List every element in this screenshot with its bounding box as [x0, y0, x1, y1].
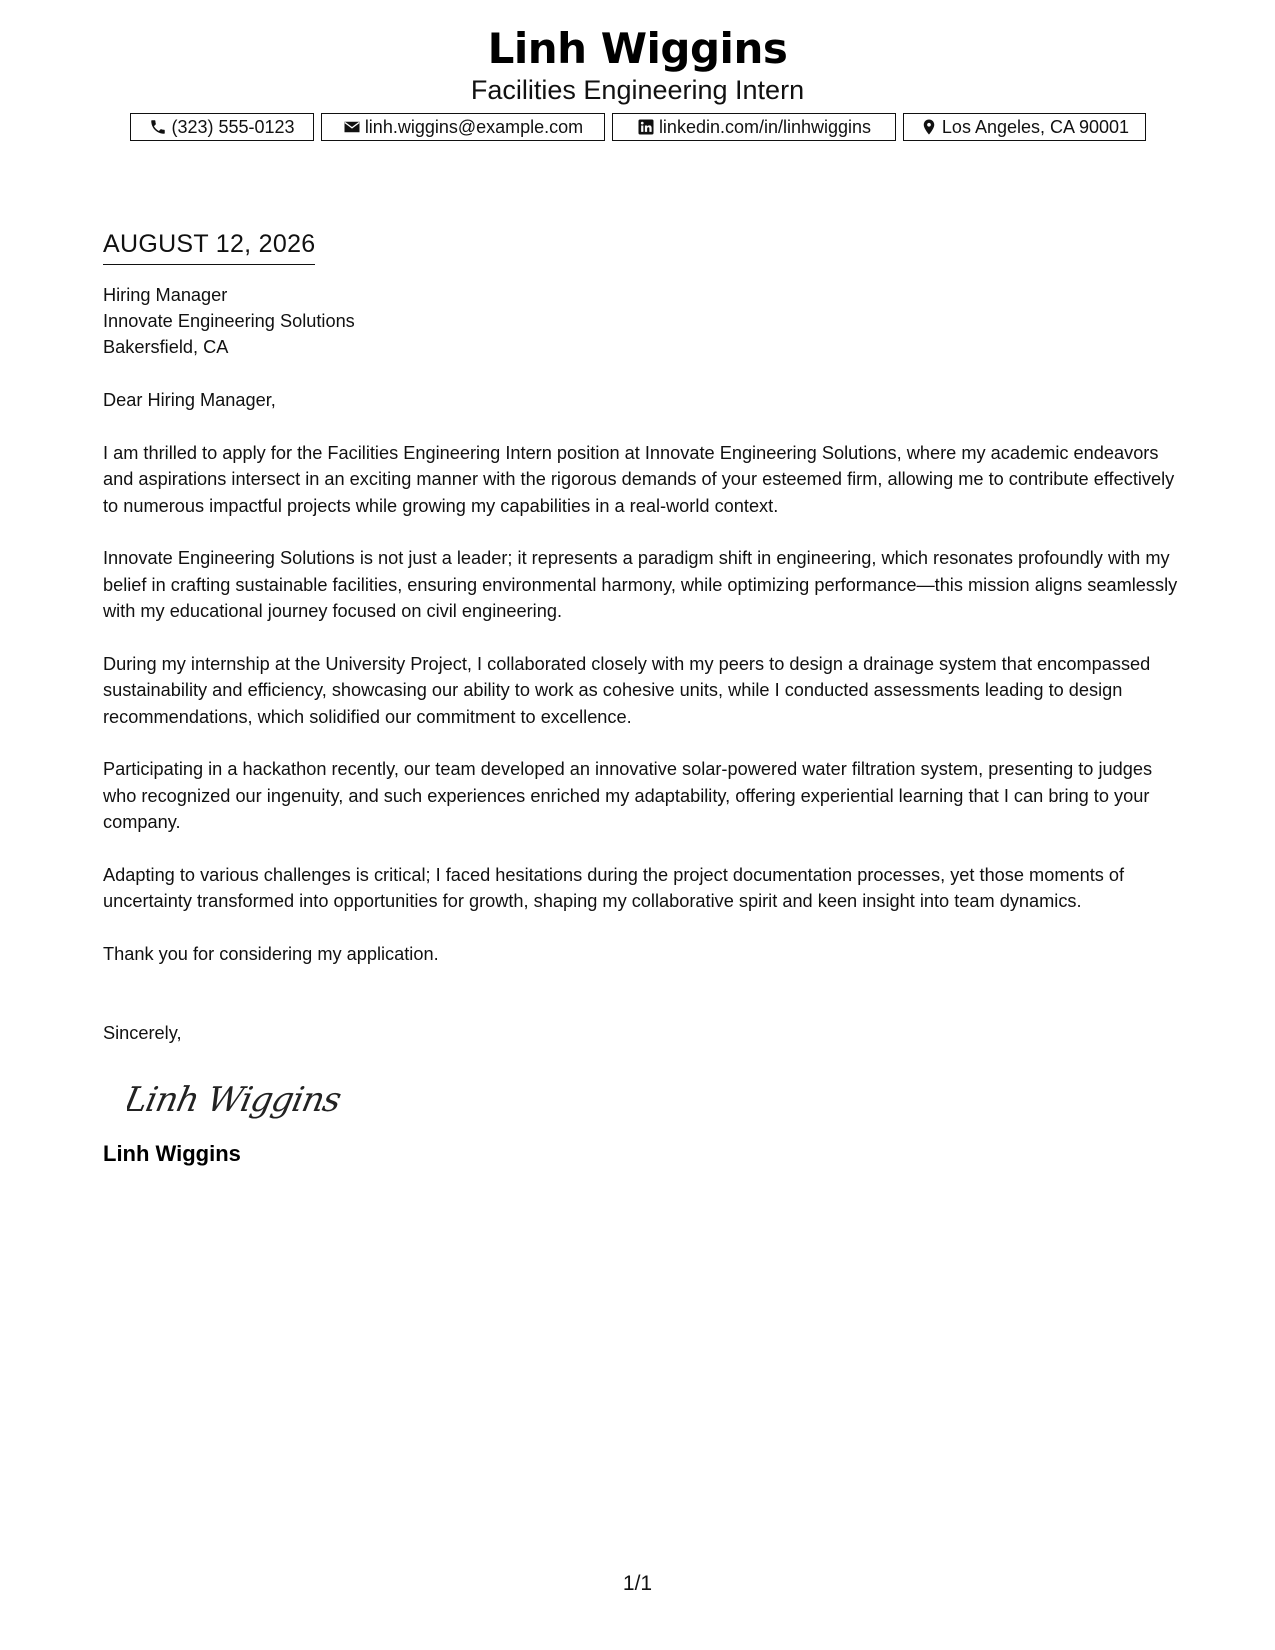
applicant-name: Linh Wiggins — [487, 24, 788, 73]
contact-linkedin-text: linkedin.com/in/linhwiggins — [658, 116, 872, 137]
contact-bar — [0, 113, 1275, 141]
svg-text:Linh Wiggins: Linh Wiggins — [127, 1079, 345, 1120]
body-paragraph-5: Adapting to various challenges is critical; I faced hesitations during the project documentation processes, yet those moments of uncertainty transformed into opportunities for growth, shaping my collaborative spirit and keen insight into team dynamics. — [103, 864, 1125, 911]
contact-phone-text: (323) 555-0123 — [171, 116, 295, 137]
contact-location — [903, 113, 1146, 141]
signed-name: Linh Wiggins — [103, 1140, 241, 1166]
thank-you-paragraph: Thank you for considering my application. — [103, 943, 439, 964]
recipient-company: Innovate Engineering Solutions — [103, 311, 355, 331]
closing: Sincerely, — [103, 1023, 182, 1043]
handwritten-signature — [127, 1071, 1183, 1127]
letter-date: AUGUST 12, 2026 — [103, 226, 315, 265]
signature-image — [127, 1071, 347, 1127]
map-pin-icon — [919, 117, 939, 137]
contact-email-text: linh.wiggins@example.com — [364, 116, 584, 137]
body-paragraph-4: Participating in a hackathon recently, our team developed an innovative solar-powered water filtration system, presenting to judges who recognized our ingenuity, and such experiences enriched my adaptability, offering experiential learning that I can bring to your company. — [103, 759, 1153, 832]
contact-linkedin[interactable] — [612, 113, 896, 141]
linkedin-icon — [636, 117, 656, 137]
page-number: 1/1 — [622, 1572, 653, 1595]
recipient-title: Hiring Manager — [103, 285, 228, 305]
phone-icon — [148, 117, 168, 137]
contact-phone — [130, 113, 314, 141]
envelope-icon — [342, 117, 362, 137]
body-paragraph-1: I am thrilled to apply for the Facilities Engineering Intern position at Innovate Engineering Solutions, where my academic endeavors and aspirations intersect in an exciting manner with the rigorous demands of your esteemed firm, allowing me to contribute effectively to numerous impactful projects while growing my capabilities in a real-world context. — [103, 442, 1175, 516]
body-paragraph-3: During my internship at the University Project, I collaborated closely with my peers to design a drainage system that encompassed sustainability and efficiency, showcasing our ability to work as cohesive units, while I conducted assessments leading to design recommendations, which solidified our commitment to excellence. — [103, 653, 1151, 727]
recipient-block — [103, 282, 1183, 360]
letter-body — [103, 226, 1183, 1167]
applicant-role: Facilities Engineering Intern — [470, 75, 805, 105]
contact-email[interactable] — [321, 113, 605, 141]
letter-header — [0, 20, 1275, 141]
salutation: Dear Hiring Manager, — [103, 390, 276, 410]
body-paragraph-2: Innovate Engineering Solutions is not just a leader; it represents a paradigm shift in engineering, which resonates profoundly with my belief in crafting sustainable facilities, ensuring environmental harmony, while optimizing performance—this mission aligns seamlessly with my educational journey focused on civil engineering. — [103, 548, 1178, 621]
recipient-location: Bakersfield, CA — [103, 337, 229, 357]
contact-location-text: Los Angeles, CA 90001 — [941, 116, 1130, 137]
